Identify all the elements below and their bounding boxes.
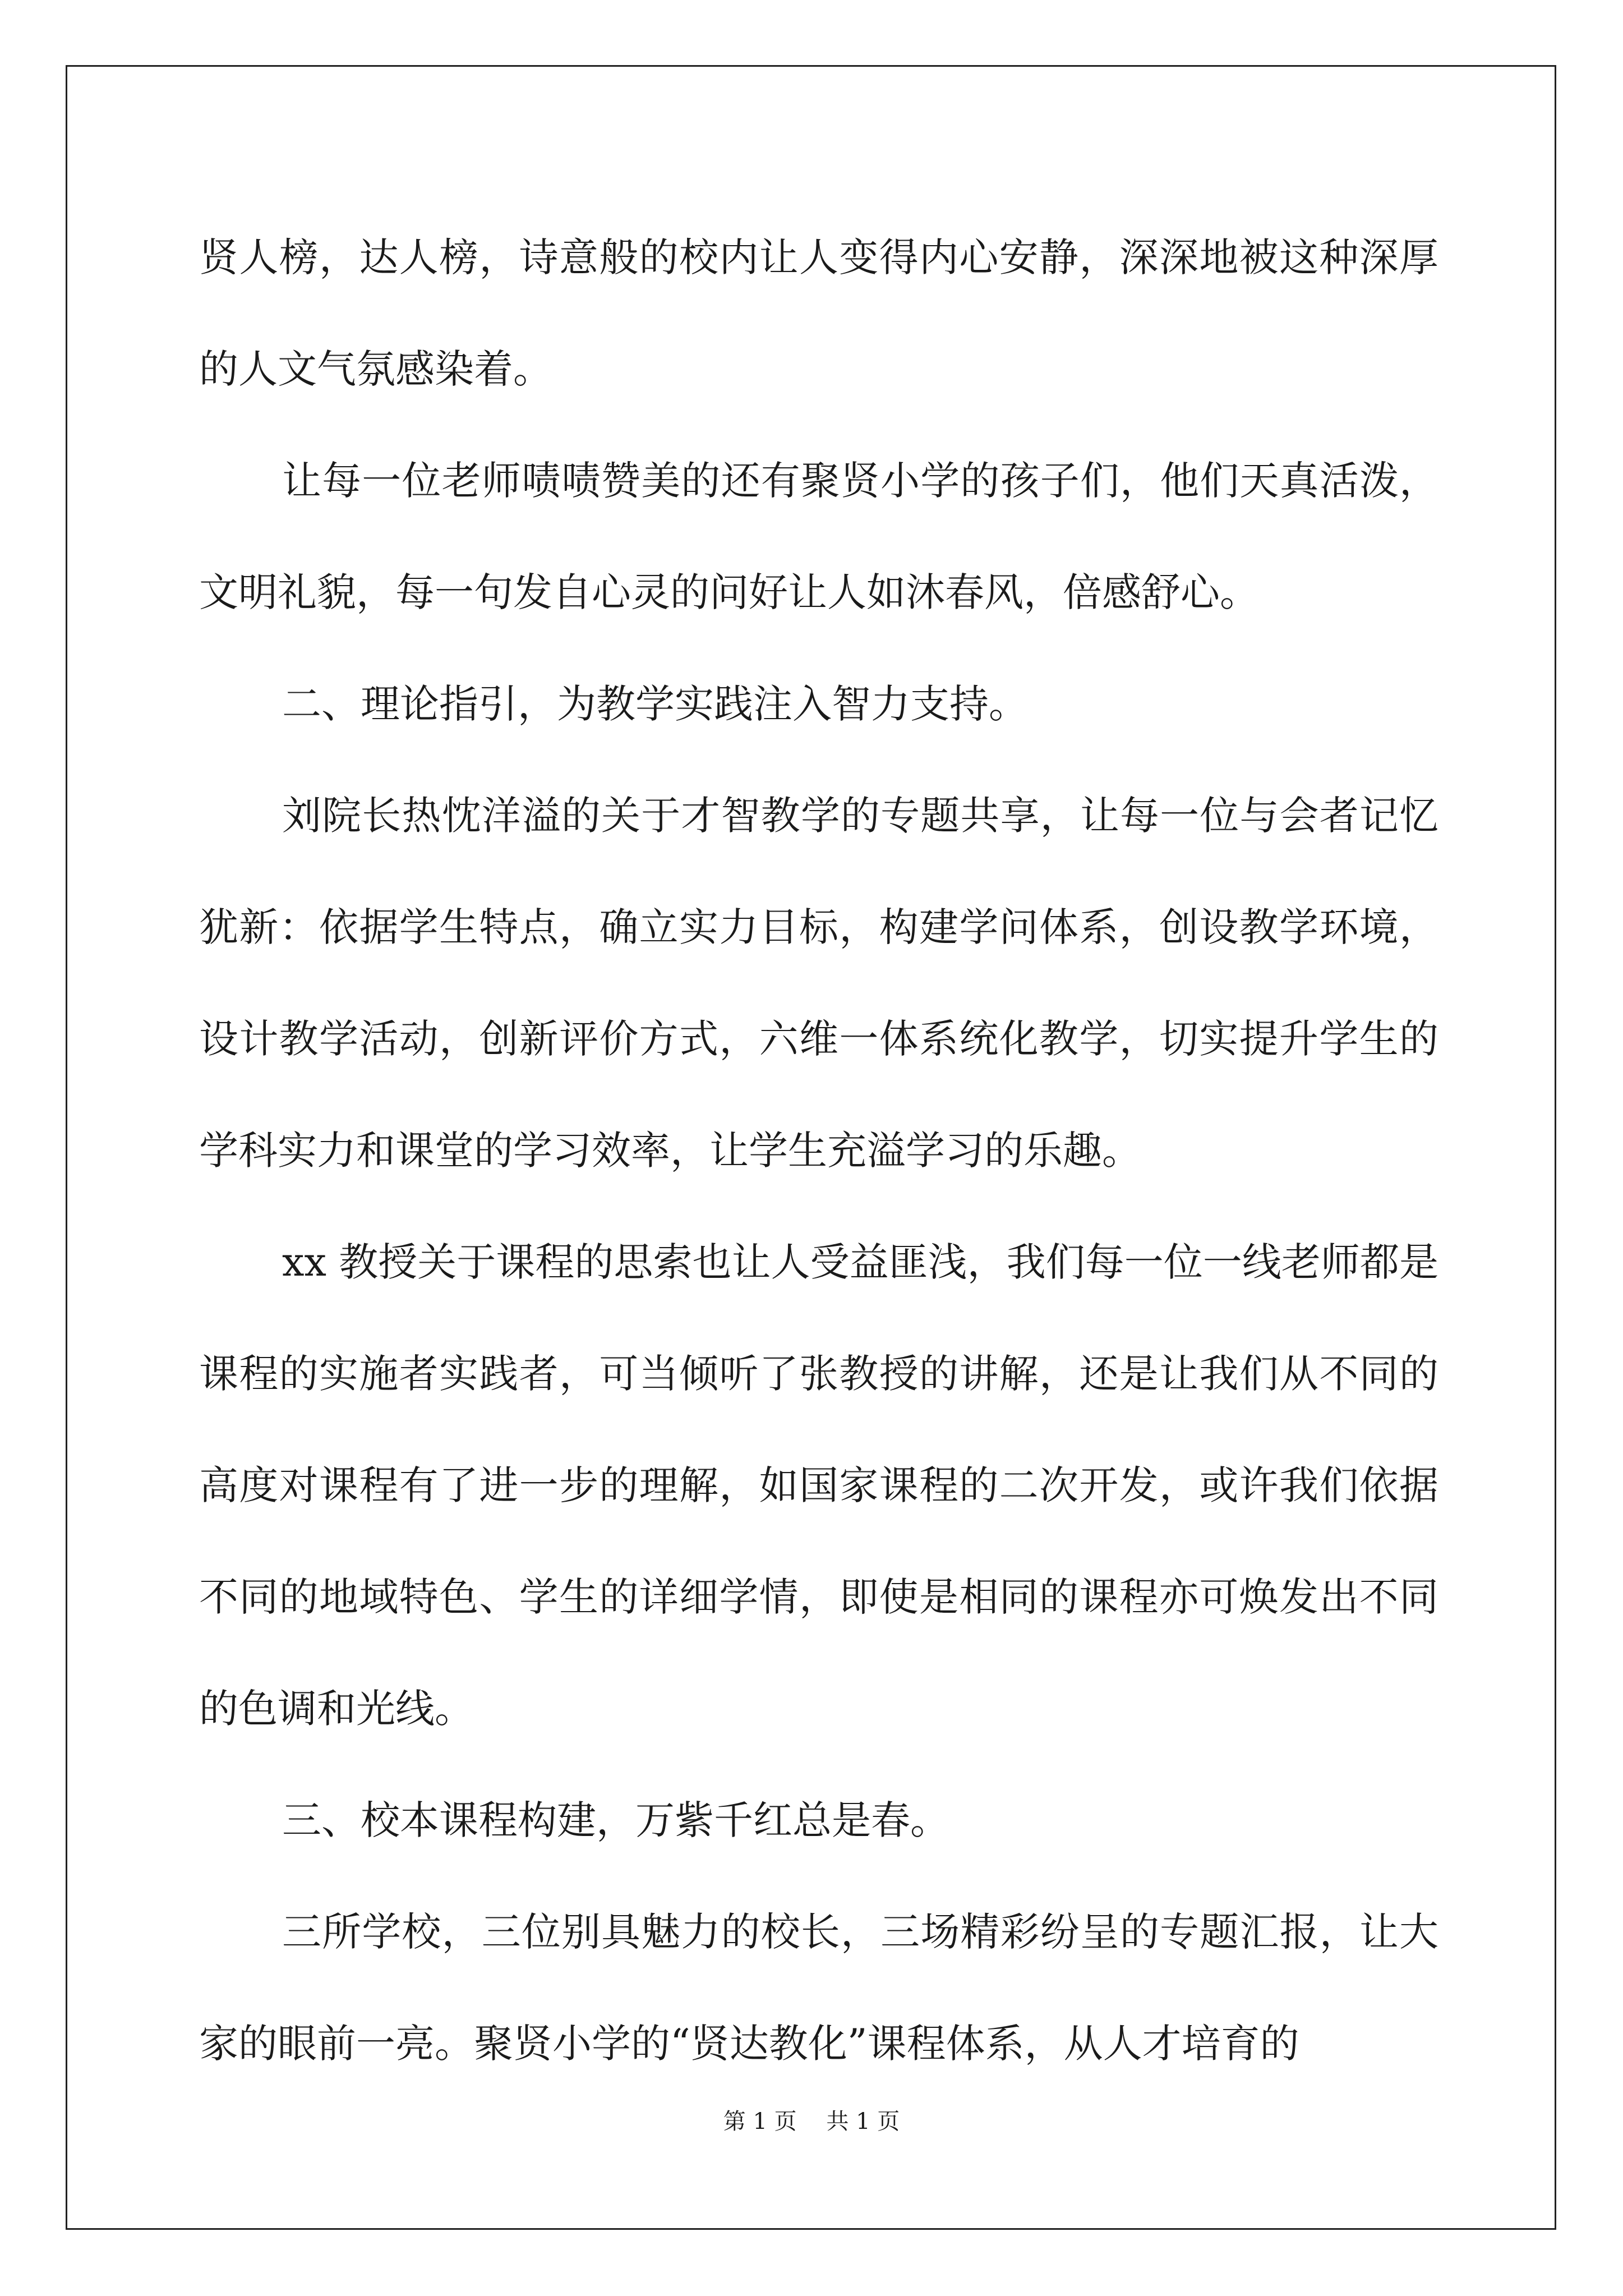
page-total: 共 1 页 xyxy=(826,2109,900,2134)
section-heading: 三、校本课程构建，万紫千红总是春。 xyxy=(282,1797,949,1843)
page-number: 第 1 页 xyxy=(723,2109,797,2134)
paragraph: 让每一位老师啧啧赞美的还有聚贤小学的孩子们，他们天真活泼，文明礼貌，每一句发自心灵的问好让人如沐春风，倍感舒心。 xyxy=(199,458,1438,615)
paragraph: 三所学校，三位别具魅力的校长，三场精彩纷呈的专题汇报，让大家的眼前一亮。聚贤小学的“贤达教化”课程体系，从人才培育的 xyxy=(199,1909,1438,2067)
paragraph: 刘院长热忱洋溢的关于才智教学的专题共享，让每一位与会者记忆犹新：依据学生特点，确立实力目标，构建学问体系，创设教学环境，设计教学活动，创新评价方式，六维一体系统化教学，切实提升学生的学科实力和课堂的学习效率，让学生充溢学习的乐趣。 xyxy=(199,793,1438,1174)
section-heading: 二、理论指引，为教学实践注入智力支持。 xyxy=(282,681,1028,727)
document-body xyxy=(199,202,1438,2100)
page-footer xyxy=(0,2104,1623,2136)
paragraph: 贤人榜，达人榜，诗意般的校内让人变得内心安静，深深地被这种深厚的人文气氛感染着。 xyxy=(199,234,1438,392)
paragraph: xx 教授关于课程的思索也让人受益匪浅，我们每一位一线老师都是课程的实施者实践者，可当倾听了张教授的讲解，还是让我们从不同的高度对课程有了进一步的理解，如国家课程的二次开发，或许我们依据不同的地域特色、学生的详细学情，即使是相同的课程亦可焕发出不同的色调和光线。 xyxy=(199,1239,1438,1732)
